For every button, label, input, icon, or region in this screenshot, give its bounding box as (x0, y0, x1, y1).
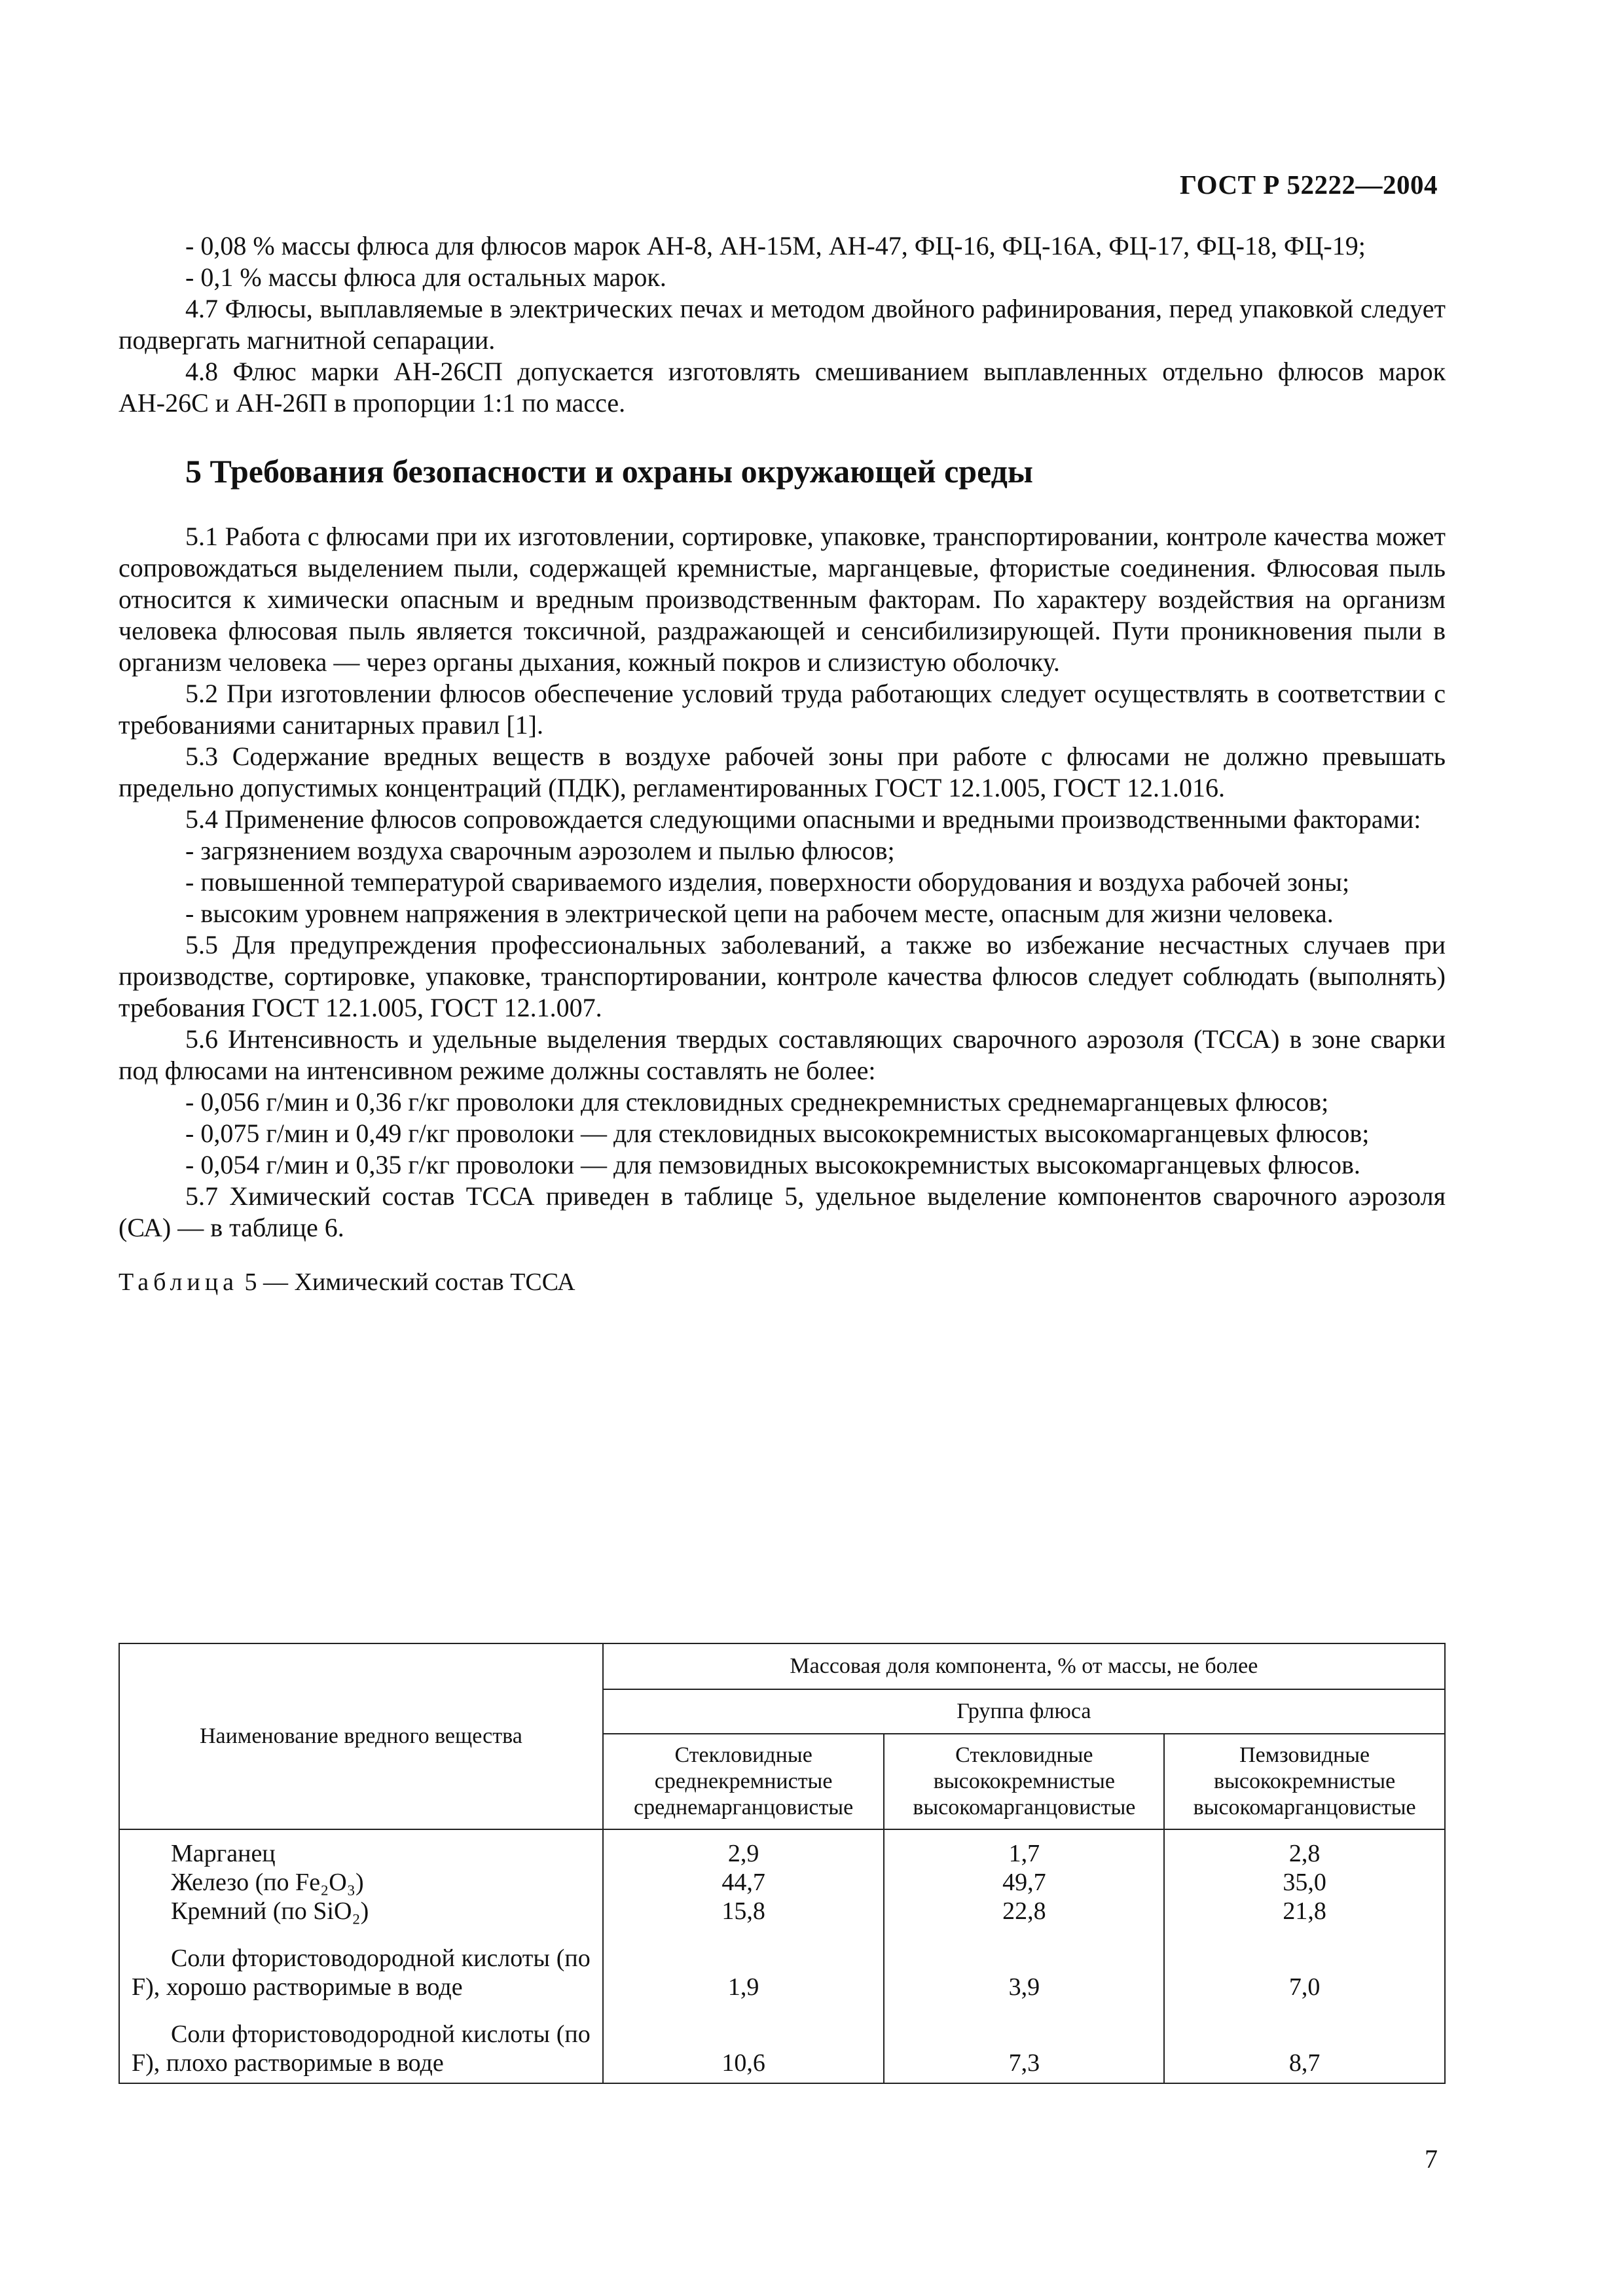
paragraph: 4.8 Флюс марки АН-26СП допускается изготовлять смешиванием выплавленных отдельно флюсов марок АН-26С и АН-26П в пропорции 1:1 по массе. (119, 357, 1446, 418)
table-value: 2,8 (1288, 1840, 1321, 1867)
table-header-mass-fraction: Массовая доля компонента, % от массы, не более (603, 1643, 1445, 1689)
paragraph: 5.6 Интенсивность и удельные выделения твердых составляющих сварочного аэрозоля (ТССА) в зоне сварки под флюсами на интенсивном режиме должны составлять не более: (119, 1024, 1446, 1085)
list-item: - высоким уровнем напряжения в электрической цепи на рабочем месте, опасным для жизни человека. (185, 899, 1334, 928)
substance-name: Марганец (171, 1840, 276, 1867)
table-value: 44,7 (721, 1869, 765, 1896)
list-item: - 0,075 г/мин и 0,49 г/кг проволоки — для стекловидных высококремнистых высокомарганцевых флюсов; (185, 1119, 1370, 1148)
paragraph: - 0,1 % массы флюса для остальных марок. (185, 262, 666, 292)
paragraph: 5.5 Для предупреждения профессиональных заболеваний, а также во избежание несчастных случаев при производстве, сортировке, упаковке, транспортировании, контроле качества флюсов следует соблюдать (выполнять) требования ГОСТ 12.1.005, ГОСТ 12.1.007. (119, 930, 1446, 1022)
list-item: - загрязнением воздуха сварочным аэрозолем и пылью флюсов; (185, 836, 895, 865)
table-caption (119, 1267, 1446, 1297)
document-header-code: ГОСТ Р 52222—2004 (1180, 170, 1438, 200)
paragraph: 4.7 Флюсы, выплавляемые в электрических печах и методом двойного рафинирования, перед упаковкой следует подвергать магнитной сепарации. (119, 294, 1446, 355)
table-cell-name (119, 1829, 603, 1928)
table-5 (119, 1643, 1446, 2084)
paragraph: 5.3 Содержание вредных веществ в воздухе рабочей зоны при работе с флюсами не должно превышать предельно допустимых концентраций (ПДК), регламентированных ГОСТ 12.1.005, ГОСТ 12.1.016. (119, 742, 1446, 802)
table-caption-word: Таблица (119, 1268, 239, 1296)
table-caption-text: 5 — Химический состав ТССА (244, 1268, 575, 1296)
paragraph: - 0,08 % массы флюса для флюсов марок АН-8, АН-15М, АН-47, ФЦ-16, ФЦ-16А, ФЦ-17, ФЦ-18, ФЦ-19; (185, 231, 1366, 260)
table-header-column: Стекловидные среднекремнистые среднемарганцовистые (603, 1734, 884, 1829)
table-value: 2,9 (727, 1840, 759, 1867)
section-title: 5 Требования безопасности и охраны окружающей среды (185, 453, 1033, 490)
paragraph: 5.4 Применение флюсов сопровождается следующими опасными и вредными производственными факторами: (185, 804, 1421, 834)
table-cell-values (603, 1829, 884, 1928)
table-value: 3,9 (884, 1928, 1164, 2004)
paragraph: 5.1 Работа с флюсами при их изготовлении, сортировке, упаковке, транспортировании, контроле качества может сопровождаться выделением пыли, содержащей кремнистые, марганцевые, фтористые соединения. Флюсовая пыль относится к химически опасным и вредным производственным факторам. По характеру воздействия на организм человека флюсовая пыль является токсичной, раздражающей и сенсибилизирующей. Пути проникновения пыли в организм человека — через органы дыхания, кожный покров и слизистую оболочку. (119, 522, 1446, 677)
table-value: 35,0 (1283, 1869, 1326, 1896)
substance-name: Железо (по Fe₂O₃) (171, 1869, 364, 1896)
table-value: 10,6 (603, 2004, 884, 2083)
table-value: 1,7 (1008, 1840, 1040, 1867)
table-value: 22,8 (1002, 1897, 1046, 1925)
table-header-column: Пемзовидные высококремнистые высокомарганцовистые (1164, 1734, 1445, 1829)
substance-name: Соли фтористоводородной кислоты (по F), плохо растворимые в воде (119, 2004, 603, 2083)
table-value: 7,3 (884, 2004, 1164, 2083)
table-row (119, 1829, 1445, 1928)
table-row (119, 2004, 1445, 2083)
table-value: 7,0 (1164, 1928, 1445, 2004)
list-item: - повышенной температурой свариваемого изделия, поверхности оборудования и воздуха рабочей зоны; (185, 867, 1350, 897)
list-item: - 0,054 г/мин и 0,35 г/кг проволоки — для пемзовидных высококремнистых высокомарганцевых флюсов. (185, 1150, 1360, 1179)
substance-name: Кремний (по SiO₂) (171, 1897, 369, 1925)
table-header-column: Стекловидные высококремнистые высокомарганцовистые (884, 1734, 1164, 1829)
table-value: 8,7 (1164, 2004, 1445, 2083)
table-header-flux-group: Группа флюса (603, 1689, 1445, 1734)
table-value: 1,9 (603, 1928, 884, 2004)
page-number: 7 (1425, 2144, 1438, 2174)
table-row (119, 1928, 1445, 2004)
table-header-substance: Наименование вредного вещества (119, 1643, 603, 1829)
table-cell-values (884, 1829, 1164, 1928)
table-value: 15,8 (721, 1897, 765, 1925)
table-value: 49,7 (1002, 1869, 1046, 1896)
table-value: 21,8 (1283, 1897, 1326, 1925)
list-item: - 0,056 г/мин и 0,36 г/кг проволоки для стекловидных среднекремнистых среднемарганцевых флюсов; (185, 1087, 1329, 1117)
paragraph: 5.2 При изготовлении флюсов обеспечение условий труда работающих следует осуществлять в соответствии с требованиями санитарных правил [1]. (119, 679, 1446, 740)
document-body (119, 230, 1446, 1297)
substance-name: Соли фтористоводородной кислоты (по F), хорошо растворимые в воде (119, 1928, 603, 2004)
paragraph: 5.7 Химический состав ТССА приведен в таблице 5, удельное выделение компонентов сварочного аэрозоля (СА) — в таблице 6. (119, 1181, 1446, 1242)
table-cell-values (1164, 1829, 1445, 1928)
